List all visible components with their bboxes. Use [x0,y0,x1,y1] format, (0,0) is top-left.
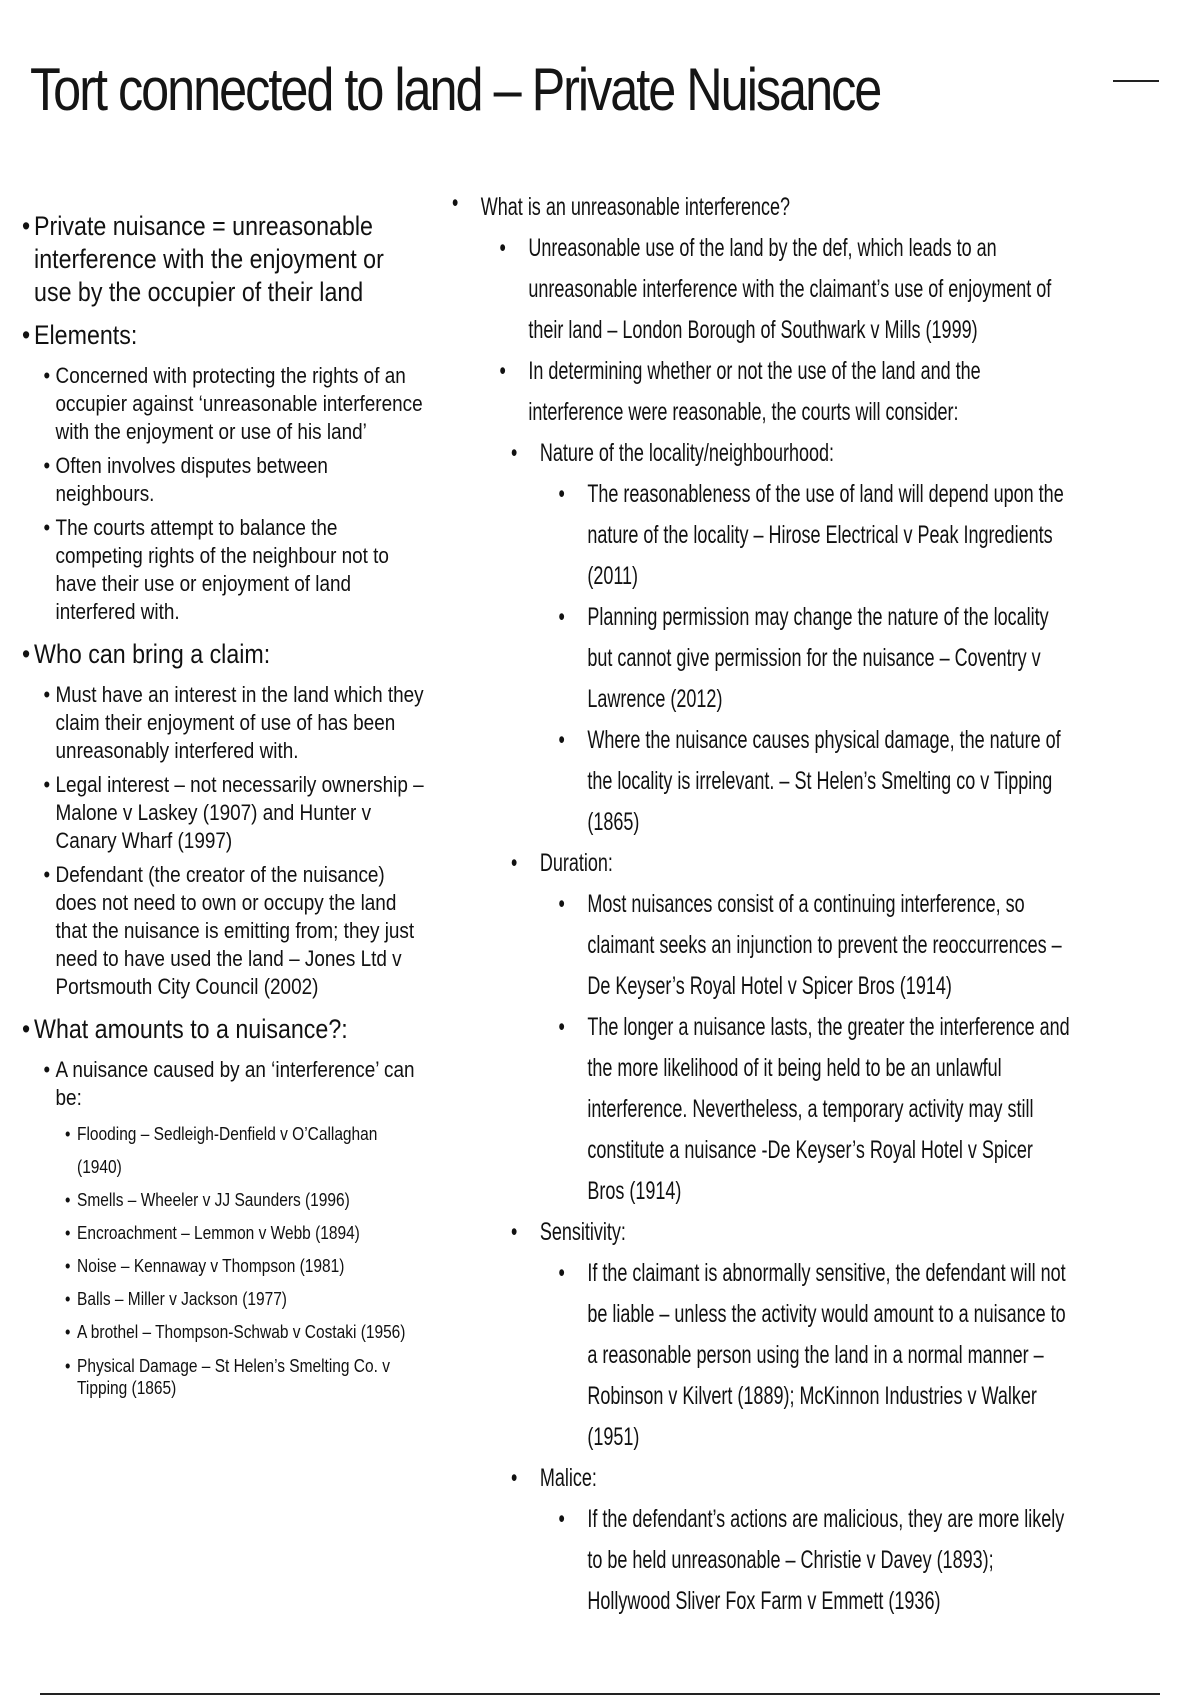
list-item: • Where the nuisance causes physical damage, the nature of the locality is irrelevant. – St Helen’s Smelting co v Tipping (1865) [452,720,1071,843]
list-item: • Most nuisances consist of a continuing interference, so claimant seeks an injunction to prevent the reoccurrences – De Keyser’s Royal Hotel v Spicer Bros (1914) [452,884,1071,1007]
claim-list [22,681,426,1001]
list-item: • Defendant (the creator of the nuisance) does not need to own or occupy the land that the nuisance is emitting from; they just need to have used the land – Jones Ltd v Portsmouth City Council (2002) [44,861,427,1001]
elements-list [22,362,426,626]
left-column [22,210,426,1399]
list-item: • Smells – Wheeler v JJ Saunders (1996) [65,1184,426,1217]
duration-heading: • Duration: [452,843,1071,884]
unreasonable-heading: • What is an unreasonable interference? [452,187,1071,228]
list-item: • Flooding – Sedleigh-Denfield v O’Callaghan (1940) [65,1118,426,1184]
nuisance-examples-list [22,1118,426,1399]
malice-heading: • Malice: [452,1458,1071,1499]
list-item: • Noise – Kennaway v Thompson (1981) [65,1250,426,1283]
list-item: • In determining whether or not the use of the land and the interference were reasonable, the courts will consider: [452,351,1071,433]
list-item: • Balls – Miller v Jackson (1977) [65,1283,426,1316]
locality-heading: • Nature of the locality/neighbourhood: [452,433,1071,474]
list-item: • If the claimant is abnormally sensitive, the defendant will not be liable – unless the activity would amount to a nuisance to a reasonable person using the land in a normal manner – Robinson v Kilvert (1889); McKinnon Industries v Walker (1951) [452,1253,1071,1458]
amounts-heading: • What amounts to a nuisance?: [22,1013,426,1046]
bottom-rule [40,1693,1160,1695]
claim-heading: • Who can bring a claim: [22,638,426,671]
top-right-rule [1113,80,1159,82]
sensitivity-heading: • Sensitivity: [452,1212,1071,1253]
list-item: • Often involves disputes between neighbours. [44,452,427,508]
elements-heading: • Elements: [22,319,426,352]
list-item: • Unreasonable use of the land by the def, which leads to an unreasonable interference with the claimant’s use of enjoyment of their land – London Borough of Southwark v Mills (1999) [452,228,1071,351]
list-item: • Encroachment – Lemmon v Webb (1894) [65,1217,426,1250]
list-item: • Must have an interest in the land which they claim their enjoyment of use of has been unreasonably interfered with. [44,681,427,765]
list-item: • A brothel – Thompson-Schwab v Costaki (1956) [65,1316,426,1349]
list-item: • Planning permission may change the nature of the locality but cannot give permission for the nuisance – Coventry v Lawrence (2012) [452,597,1071,720]
list-item: • Physical Damage – St Helen’s Smelting Co. v Tipping (1865) [65,1355,426,1399]
list-item: • The longer a nuisance lasts, the greater the interference and the more likelihood of it being held to be an unlawful interference. Nevertheless, a temporary activity may still constitute a nuisance -De Keyser’s Royal Hotel v Spicer Bros (1914) [452,1007,1071,1212]
page-title: Tort connected to land – Private Nuisance [30,56,881,123]
list-item: • The reasonableness of the use of land will depend upon the nature of the locality – Hirose Electrical v Peak Ingredients (2011) [452,474,1071,597]
right-column [452,187,1071,1622]
list-item: • The courts attempt to balance the competing rights of the neighbour not to have their use or enjoyment of land interfered with. [44,514,427,626]
list-item: • Legal interest – not necessarily ownership – Malone v Laskey (1907) and Hunter v Canary Wharf (1997) [44,771,427,855]
definition-bullet: • Private nuisance = unreasonable interference with the enjoyment or use by the occupier of their land [22,210,426,309]
list-item: • If the defendant’s actions are malicious, they are more likely to be held unreasonable – Christie v Davey (1893); Hollywood Sliver Fox Farm v Emmett (1936) [452,1499,1071,1622]
amounts-intro: • A nuisance caused by an ‘interference’ can be: [44,1056,427,1112]
list-item: • Concerned with protecting the rights of an occupier against ‘unreasonable interference with the enjoyment or use of his land’ [44,362,427,446]
